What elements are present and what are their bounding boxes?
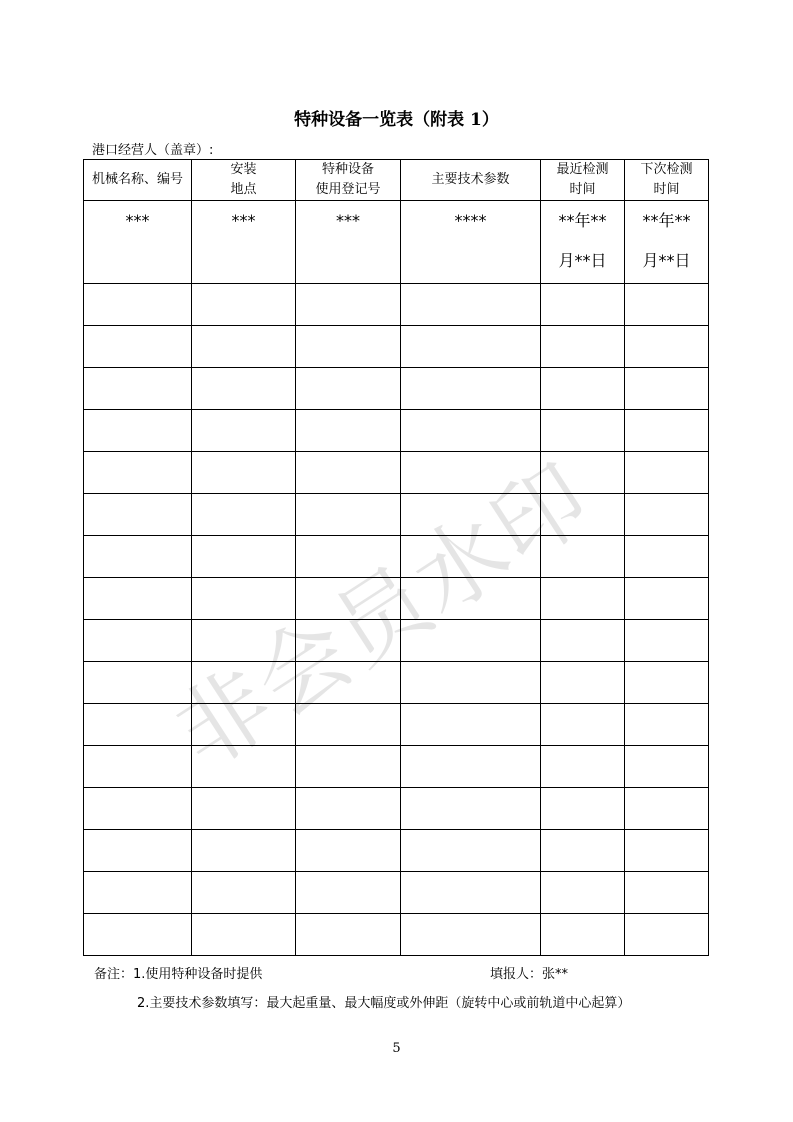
table-row — [84, 368, 709, 410]
table-cell[interactable] — [541, 494, 625, 536]
table-cell[interactable] — [192, 830, 296, 872]
table-cell[interactable] — [401, 620, 541, 662]
cell-tech-params: **** — [401, 201, 541, 284]
table-cell[interactable] — [296, 452, 401, 494]
table-cell[interactable] — [192, 494, 296, 536]
table-cell[interactable] — [84, 452, 192, 494]
table-cell[interactable] — [84, 830, 192, 872]
header-next-check: 下次检测 时间 — [625, 160, 709, 201]
table-row — [84, 284, 709, 326]
table-cell[interactable] — [192, 410, 296, 452]
table-row — [84, 410, 709, 452]
table-cell[interactable] — [296, 326, 401, 368]
table-row — [84, 704, 709, 746]
table-cell[interactable] — [401, 914, 541, 956]
table-row — [84, 788, 709, 830]
table-cell[interactable] — [625, 746, 709, 788]
page-title: 特种设备一览表（附表 1） — [294, 110, 499, 130]
table-cell[interactable] — [625, 410, 709, 452]
table-cell[interactable] — [192, 284, 296, 326]
table-cell[interactable] — [401, 872, 541, 914]
table-cell[interactable] — [192, 536, 296, 578]
table-cell[interactable] — [192, 620, 296, 662]
table-cell[interactable] — [401, 536, 541, 578]
table-cell[interactable] — [541, 746, 625, 788]
table-cell[interactable] — [296, 410, 401, 452]
table-cell[interactable] — [541, 788, 625, 830]
table-cell[interactable] — [192, 452, 296, 494]
header-install-location: 安装 地点 — [192, 160, 296, 201]
cell-machine-name: *** — [84, 201, 192, 284]
table-cell[interactable] — [296, 830, 401, 872]
table-cell[interactable] — [296, 620, 401, 662]
table-cell[interactable] — [296, 662, 401, 704]
table-cell[interactable] — [84, 746, 192, 788]
table-cell[interactable] — [625, 536, 709, 578]
table-cell[interactable] — [192, 326, 296, 368]
table-cell[interactable] — [401, 788, 541, 830]
table-cell[interactable] — [541, 410, 625, 452]
table-cell[interactable] — [541, 284, 625, 326]
cell-next-check: **年** 月**日 — [625, 201, 709, 284]
table-cell[interactable] — [625, 368, 709, 410]
cell-registration-no: *** — [296, 201, 401, 284]
table-row — [84, 578, 709, 620]
table-cell[interactable] — [401, 704, 541, 746]
table-row — [84, 494, 709, 536]
table-cell[interactable] — [192, 578, 296, 620]
header-registration-no: 特种设备 使用登记号 — [296, 160, 401, 201]
table-row — [84, 452, 709, 494]
table-cell[interactable] — [541, 368, 625, 410]
note-1: 备注：1.使用特种设备时提供 — [94, 967, 263, 982]
table-cell[interactable] — [84, 494, 192, 536]
table-cell[interactable] — [84, 326, 192, 368]
table-cell[interactable] — [84, 662, 192, 704]
table-cell[interactable] — [296, 746, 401, 788]
table-cell[interactable] — [625, 830, 709, 872]
table-cell[interactable] — [541, 704, 625, 746]
table-cell[interactable] — [296, 578, 401, 620]
table-cell[interactable] — [296, 494, 401, 536]
table-cell[interactable] — [296, 788, 401, 830]
table-cell[interactable] — [541, 326, 625, 368]
table-cell[interactable] — [296, 704, 401, 746]
table-cell[interactable] — [625, 284, 709, 326]
table-cell[interactable] — [296, 368, 401, 410]
header-last-check: 最近检测 时间 — [541, 160, 625, 201]
table-cell[interactable] — [625, 788, 709, 830]
table-row — [84, 746, 709, 788]
table-row — [84, 830, 709, 872]
table-cell[interactable] — [192, 914, 296, 956]
table-cell[interactable] — [84, 578, 192, 620]
table-cell[interactable] — [625, 578, 709, 620]
table-cell[interactable] — [296, 872, 401, 914]
table-row — [84, 914, 709, 956]
table-cell[interactable] — [84, 536, 192, 578]
operator-label: 港口经营人（盖章）: — [92, 143, 214, 158]
table-cell[interactable] — [192, 704, 296, 746]
table-cell[interactable] — [625, 494, 709, 536]
equipment-table — [83, 159, 709, 956]
cell-last-check: **年** 月**日 — [541, 201, 625, 284]
table-cell[interactable] — [625, 452, 709, 494]
table-row — [84, 872, 709, 914]
table-cell[interactable] — [296, 536, 401, 578]
table-row — [84, 620, 709, 662]
table-cell[interactable] — [401, 662, 541, 704]
table-cell[interactable] — [84, 284, 192, 326]
table-cell[interactable] — [625, 704, 709, 746]
table-cell[interactable] — [84, 788, 192, 830]
table-cell[interactable] — [401, 578, 541, 620]
table-header-row — [84, 160, 709, 201]
header-machine-name: 机械名称、编号 — [84, 160, 192, 201]
header-tech-params: 主要技术参数 — [401, 160, 541, 201]
table-cell[interactable] — [541, 914, 625, 956]
table-cell[interactable] — [192, 662, 296, 704]
table-cell[interactable] — [625, 872, 709, 914]
table-cell[interactable] — [192, 368, 296, 410]
table-row — [84, 536, 709, 578]
table-cell[interactable] — [541, 620, 625, 662]
filler-name: 填报人：张** — [490, 967, 569, 982]
table-cell[interactable] — [625, 662, 709, 704]
table-cell[interactable] — [401, 452, 541, 494]
table-cell[interactable] — [541, 536, 625, 578]
table-cell[interactable] — [401, 326, 541, 368]
note-2: 2.主要技术参数填写：最大起重量、最大幅度或外伸距（旋转中心或前轨道中心起算） — [137, 996, 631, 1011]
table-cell[interactable] — [192, 746, 296, 788]
table-cell[interactable] — [296, 284, 401, 326]
table-cell[interactable] — [296, 914, 401, 956]
table-cell[interactable] — [401, 410, 541, 452]
table-cell[interactable] — [84, 704, 192, 746]
table-cell[interactable] — [541, 662, 625, 704]
table-cell[interactable] — [401, 494, 541, 536]
table-row — [84, 662, 709, 704]
table-cell[interactable] — [192, 872, 296, 914]
table-cell[interactable] — [625, 914, 709, 956]
table-cell[interactable] — [541, 578, 625, 620]
table-cell[interactable] — [401, 746, 541, 788]
table-cell[interactable] — [192, 788, 296, 830]
table-cell[interactable] — [84, 872, 192, 914]
table-cell[interactable] — [541, 872, 625, 914]
table-cell[interactable] — [401, 830, 541, 872]
table-cell[interactable] — [625, 620, 709, 662]
table-cell[interactable] — [541, 452, 625, 494]
cell-install-location: *** — [192, 201, 296, 284]
table-cell[interactable] — [401, 284, 541, 326]
table-cell[interactable] — [541, 830, 625, 872]
page-number: 5 — [392, 1041, 401, 1056]
table-cell[interactable] — [84, 620, 192, 662]
table-cell[interactable] — [84, 914, 192, 956]
table-row — [84, 201, 709, 284]
watermark: 非会员水印 — [156, 443, 610, 789]
table-cell[interactable] — [401, 368, 541, 410]
table-cell[interactable] — [625, 326, 709, 368]
table-cell[interactable] — [84, 368, 192, 410]
table-cell[interactable] — [84, 410, 192, 452]
table-row — [84, 326, 709, 368]
